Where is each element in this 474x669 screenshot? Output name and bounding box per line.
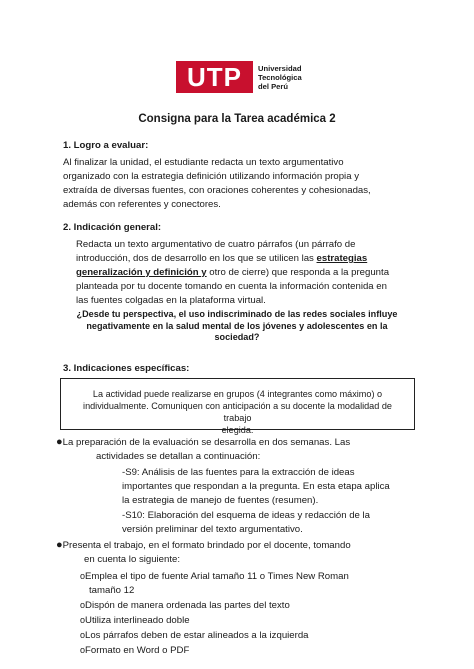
guiding-question [60, 309, 414, 344]
sub-item [80, 643, 349, 658]
section1-line: Al finalizar la unidad, el estudiante redacta un texto argumentativo [63, 157, 344, 168]
circle-bullet-icon: o [80, 600, 86, 610]
sub-item-text: tamaño 12 [89, 585, 135, 596]
section2-line: Redacta un texto argumentativo de cuatro párrafos (un párrafo de [76, 239, 356, 250]
section1-line: además con referentes y conectores. [63, 199, 221, 210]
stage-line: -S10: Elaboración del esquema de ideas y redacción de la [122, 510, 370, 521]
utp-logo-mark [176, 61, 253, 93]
stage-line: importantes que respondan a la pregunta. En esta etapa aplica [122, 481, 390, 492]
page-title: Consigna para la Tarea académica 2 [138, 113, 336, 125]
question-line: sociedad? [214, 332, 260, 342]
bullet-icon: ● [56, 539, 63, 551]
circle-bullet-icon: o [80, 645, 86, 655]
section2-line [76, 252, 389, 266]
bullet-line [56, 435, 408, 450]
bullet-text: La preparación de la evaluación se desarrolla en dos semanas. Las [62, 437, 351, 448]
question-line: negativamente en la salud mental de los jóvenes y adolescentes en la [86, 320, 388, 331]
stage-line: -S9: Análisis de las fuentes para la extracción de ideas [122, 467, 355, 478]
section1-line: extraída de diversas fuentes, con oraciones coherentes y cohesionadas, [63, 185, 371, 196]
section1-paragraph [63, 156, 371, 212]
circle-bullet-icon: o [80, 630, 86, 640]
sub-item [80, 628, 349, 643]
sub-item-text: Formato en Word o PDF [85, 645, 190, 656]
note-box-line: La actividad puede realizarse en grupos (4 integrantes como máximo) o [92, 389, 383, 399]
bullet-line [56, 538, 351, 553]
bullet-item [56, 538, 351, 567]
circle-bullet-icon: o [80, 571, 86, 581]
note-box-line: elegida. [221, 425, 254, 435]
section2-line: las fuentes colgadas en la plataforma virtual. [76, 295, 266, 306]
logo-text-line2: Tecnológica [258, 72, 302, 82]
section1-heading: 1. Logro a evaluar: [63, 140, 149, 151]
bullet-text: en cuenta lo siguiente: [84, 554, 181, 565]
utp-logo-text [258, 64, 302, 91]
section1-line: organizado con la estrategia definición utilizando información propia y [63, 171, 359, 182]
utp-logo [176, 61, 302, 93]
bullet-text: Presenta el trabajo, en el formato brindado por el docente, tomando [62, 540, 351, 551]
sub-item-text: Utiliza interlineado doble [85, 615, 190, 626]
sub-item [80, 613, 349, 628]
sub-item-text: Los párrafos deben de estar alineados a la izquierda [85, 630, 309, 641]
logo-text-line3: del Perú [258, 81, 288, 91]
section2-line: planteada por tu docente tomando en cuenta la información contenida en [76, 281, 387, 292]
section2-text: otro de cierre) que responda a la pregunta [206, 267, 390, 278]
stage-line: versión preliminar del texto argumentativo. [122, 524, 303, 535]
sub-list [80, 569, 349, 658]
sub-item-text: Emplea el tipo de fuente Arial tamaño 11 o Times New Roman [85, 571, 349, 582]
stage-s9 [122, 466, 390, 508]
stage-line: la estrategia de manejo de fuentes (resumen). [122, 495, 319, 506]
note-box-line: individualmente. Comuniquen con anticipación a su docente la modalidad de trabajo [83, 401, 392, 423]
section2-heading: 2. Indicación general: [63, 222, 162, 233]
section2-text: introducción, dos de desarrollo en los que se utilicen las [76, 253, 317, 264]
section2-line [76, 266, 389, 280]
sub-item [80, 569, 349, 584]
sub-item-text: Dispón de manera ordenada las partes del texto [85, 600, 290, 611]
bullet-icon: ● [56, 436, 63, 448]
sub-item [80, 598, 349, 613]
circle-bullet-icon: o [80, 615, 86, 625]
utp-logo-letters: UTP [187, 62, 242, 92]
question-line: ¿Desde tu perspectiva, el uso indiscriminado de las redes sociales influye [76, 309, 398, 319]
logo-text-line1: Universidad [258, 63, 302, 73]
note-box [60, 378, 415, 435]
section3-heading: 3. Indicaciones específicas: [63, 363, 190, 374]
strategy-emphasis: estrategias [316, 253, 368, 264]
stage-s10 [122, 509, 370, 537]
section2-paragraph [76, 238, 389, 308]
bullet-item [56, 435, 408, 464]
bullet-text: actividades se detallan a continuación: [96, 451, 261, 462]
strategy-emphasis: generalización y definición y [76, 267, 207, 278]
